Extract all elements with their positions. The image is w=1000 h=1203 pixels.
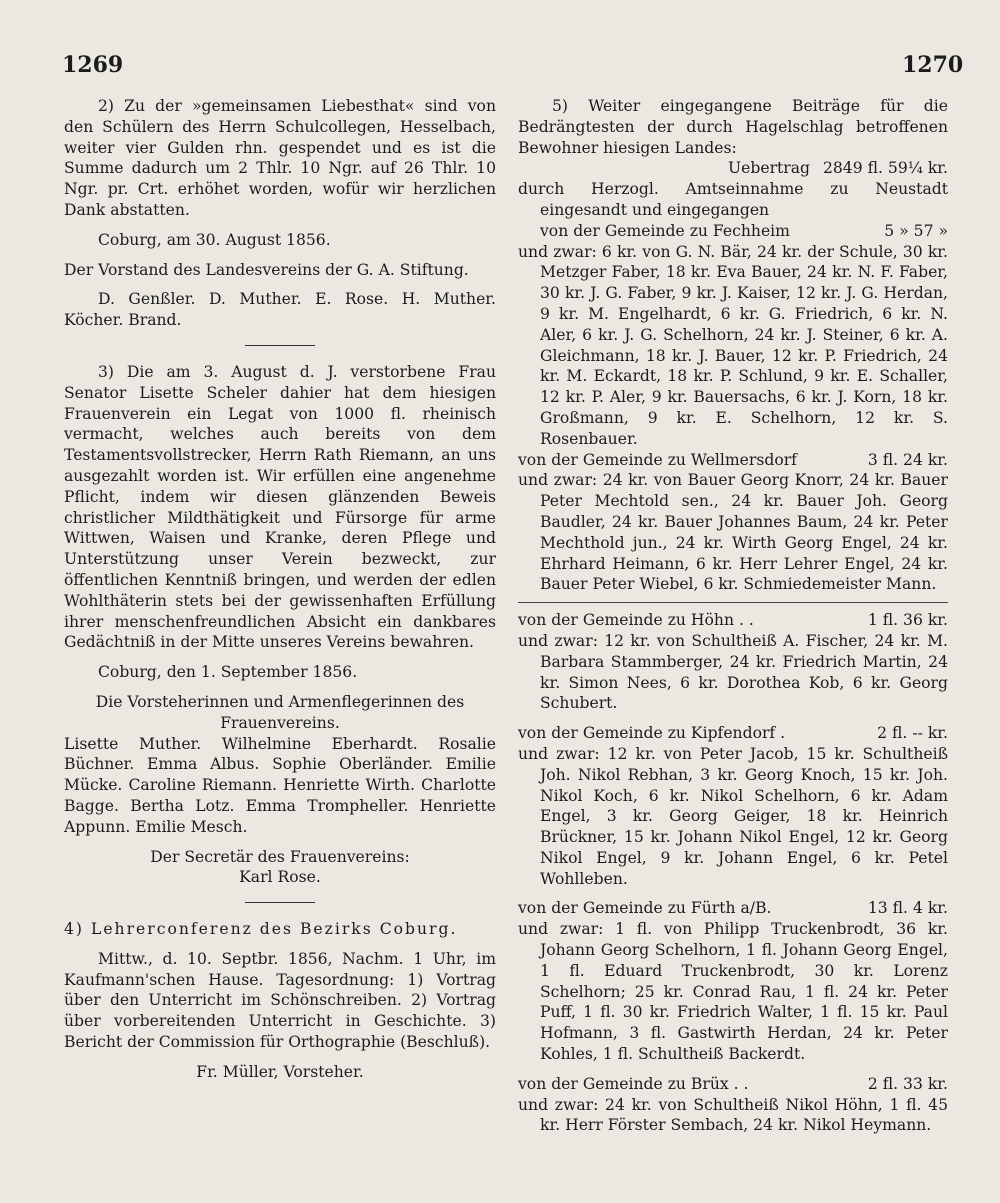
item-3-place-date: Coburg, den 1. September 1856. [98, 663, 358, 682]
entry-header [518, 723, 948, 744]
entry-details: und zwar: 12 kr. von Schultheiß A. Fischer, 24 kr. M. Barbara Stammberger, 24 kr. Friedrich Martin, 24 kr. Simon Nees, 6 kr. Dorothea Kob, 6 kr. Georg Schubert. [518, 631, 948, 713]
entry-header [518, 450, 948, 471]
separator [245, 345, 315, 346]
entry-label: von der Gemeinde zu Fechheim [540, 221, 790, 240]
entry-details: und zwar: 6 kr. von G. N. Bär, 24 kr. der Schule, 30 kr. Metzger Faber, 18 kr. Eva Bauer, 24 kr. N. F. Faber, 30 kr. J. G. Faber, 9 kr. J. Kaiser, 12 kr. J. G. Herdan, 9 kr. M. Engelhardt, 6 kr. G. Friedrich, 6 kr. N. Aler, 6 kr. J. G. Schelhorn, 24 kr. J. Steiner, 6 kr. A. Gleichmann, 18 kr. J. Bauer, 12 kr. P. Friedrich, 24 kr. M. Eckardt, 18 kr. P. Schlund, 9 kr. E. Schaller, 12 kr. P. Aler, 9 kr. Bauersachs, 6 kr. J. Korn, 18 kr. Großmann, 9 kr. E. Schelhorn, 12 kr. S. Rosenbauer. [518, 242, 948, 448]
entry-header [518, 610, 948, 631]
entry-fechheim [518, 221, 948, 450]
entry-label: von der Gemeinde zu Höhn . . [518, 611, 754, 630]
right-column [518, 96, 948, 1136]
entry-header [518, 898, 948, 919]
page-number-left: 1269 [62, 52, 124, 78]
item-3-board: Die Vorsteherinnen und Armenflegerinnen des Frauenvereins. [95, 692, 465, 732]
item-4-text: Mittw., d. 10. Septbr. 1856, Nachm. 1 Uhr, im Kaufmann'schen Hause. Tagesordnung: 1) Vortrag über den Unterricht im Schönschreiben. 2) Vortrag über vorbereitenden Unterricht in Geschichte. 3) Bericht der Commission für Orthographie (Beschluß). [64, 949, 496, 1052]
entry-header [518, 221, 948, 242]
carry-over-amount: 2849 fl. 59¼ kr. [822, 159, 948, 178]
via-line: durch Herzogl. Amtseinnahme zu Neustadt eingesandt und eingegangen [518, 180, 948, 219]
item-3-names: Lisette Muther. Wilhelmine Eberhardt. Rosalie Büchner. Emma Albus. Sophie Oberländer. Emilie Mücke. Caroline Riemann. Henriette Wirth. Charlotte Bagge. Bertha Lotz. Emma Trompheller. Henriette Appunn. Emilie Mesch. [64, 734, 496, 836]
page-number-right: 1270 [902, 52, 964, 78]
entry-label: von der Gemeinde zu Kipfendorf . [518, 724, 786, 743]
entry-details: und zwar: 24 kr. von Schultheiß Nikol Höhn, 1 fl. 45 kr. Herr Förster Sembach, 24 kr. Nikol Heymann. [518, 1095, 948, 1135]
item-4-heading: 4) Lehrerconferenz des Bezirks Coburg. [64, 920, 458, 939]
separator [518, 602, 948, 603]
entry-amount: 3 fl. 24 kr. [867, 450, 948, 469]
item-2-signers: D. Genßler. D. Muther. E. Rose. H. Muther. Köcher. Brand. [64, 290, 496, 330]
entry-kipfendorf [518, 723, 948, 889]
entry-amount: 13 fl. 4 kr. [867, 899, 948, 918]
entry-details: und zwar: 24 kr. von Bauer Georg Knorr, 24 kr. Bauer Peter Mechtold sen., 24 kr. Bauer Joh. Georg Baudler, 24 kr. Bauer Johannes Baum, 24 kr. Peter Mechthold jun., 24 kr. Wirth Georg Engel, 24 kr. Ehrhard Heimann, 6 kr. Herr Lehrer Engel, 24 kr. Bauer Peter Wiebel, 6 kr. Schmiedemeister Mann. [518, 471, 948, 594]
entry-wellmersdorf [518, 450, 948, 596]
item-3-secretary-name: Karl Rose. [239, 868, 321, 887]
entry-hoehn [518, 610, 948, 714]
item-2-board: Der Vorstand des Landesvereins der G. A. Stiftung. [64, 260, 469, 279]
entry-amount: 2 fl. 33 kr. [867, 1074, 948, 1093]
carry-over-line [518, 158, 948, 179]
left-column [64, 96, 496, 1083]
entry-details: und zwar: 12 kr. von Peter Jacob, 15 kr. Schultheiß Joh. Nikol Rebhan, 3 kr. Georg Knoch, 15 kr. Joh. Nikol Koch, 6 kr. Nikol Schelhorn, 6 kr. Adam Engel, 3 kr. Georg Geiger, 18 kr. Heinrich Brückner, 15 kr. Johann Nikol Engel, 12 kr. Georg Nikol Engel, 9 kr. Johann Engel, 6 kr. Petel Wohlleben. [518, 744, 948, 888]
item-4-signature: Fr. Müller, Vorsteher. [196, 1062, 364, 1081]
entry-brux [518, 1074, 948, 1136]
item-3-text: 3) Die am 3. August d. J. verstorbene Frau Senator Lisette Scheler dahier hat dem hiesigen Frauenverein ein Legat von 1000 fl. rheinisch vermacht, welches auch bereits von dem Testamentsvollstrecker, Herrn Rath Riemann, an uns ausgezahlt worden ist. Wir erfüllen eine angenehme Pflicht, indem wir diesen glänzenden Beweis christlicher Mildthätigkeit und Fürsorge für arme Wittwen, Waisen und Kranke, deren Pflege und Unterstützung unser Verein bezweckt, zur öffentlichen Kenntniß bringen, und werden der edlen Wohlthäterin stets bei der gewissenhaften Erfüllung ihrer menschenfreundlichen Absicht ein dankbares Gedächtniß in der Mitte unseres Vereins bewahren. [64, 362, 496, 652]
item-2-text: 2) Zu der »gemeinsamen Liebesthat« sind von den Schülern des Herrn Schulcollegen, Hesselbach, weiter vier Gulden rhn. gespendet und es ist die Summe dadurch um 2 Thlr. 10 Ngr. auf 26 Thlr. 10 Ngr. pr. Crt. erhöhet worden, wofür wir herzlichen Dank abstatten. [64, 97, 496, 219]
item-2-place-date: Coburg, am 30. August 1856. [98, 230, 331, 249]
entry-header [518, 1074, 948, 1095]
carry-over-label: Uebertrag [728, 159, 811, 178]
item-5-intro: 5) Weiter eingegangene Beiträge für die Bedrängtesten der durch Hagelschlag betroffenen Bewohner hiesigen Landes: [518, 97, 948, 157]
entry-amount: 2 fl. -- kr. [877, 724, 948, 743]
entry-fuerth [518, 898, 948, 1064]
entry-label: von der Gemeinde zu Fürth a/B. [518, 899, 772, 918]
entry-label: von der Gemeinde zu Wellmersdorf [518, 450, 797, 469]
separator [245, 902, 315, 903]
entry-label: von der Gemeinde zu Brüx . . [518, 1074, 749, 1093]
entry-details: und zwar: 1 fl. von Philipp Truckenbrodt, 36 kr. Johann Georg Schelhorn, 1 fl. Johann Georg Engel, 1 fl. Eduard Truckenbrodt, 30 kr. Lorenz Schelhorn; 25 kr. Conrad Rau, 1 fl. 24 kr. Peter Puff, 1 fl. 30 kr. Friedrich Walter, 1 fl. 15 kr. Paul Hofmann, 3 fl. Gastwirth Herdan, 24 kr. Peter Kohles, 1 fl. Schultheiß Backerdt. [518, 920, 948, 1064]
entry-amount: 5 » 57 » [884, 221, 948, 240]
item-3-secretary-label: Der Secretär des Frauenvereins: [150, 847, 410, 866]
entry-amount: 1 fl. 36 kr. [867, 611, 948, 630]
